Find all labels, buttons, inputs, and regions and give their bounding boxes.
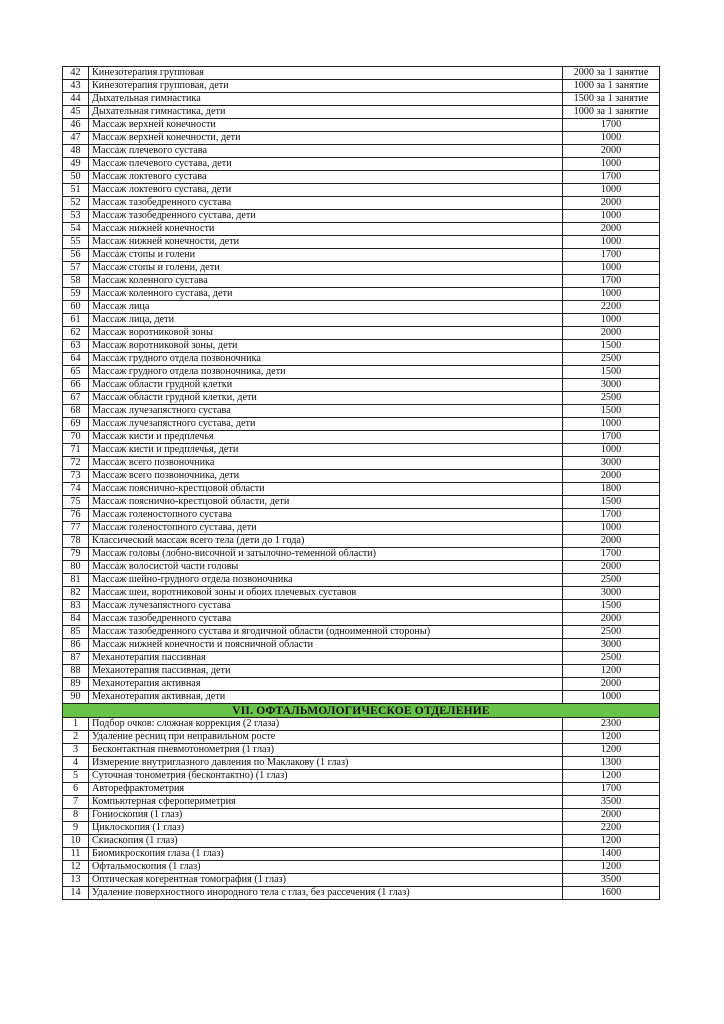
service-name: Офтальмоскопия (1 глаз) (89, 861, 563, 874)
table-row (63, 613, 660, 626)
service-price: 1500 (563, 496, 660, 509)
service-name: Массаж головы (лобно-височной и затылочно-теменной области) (89, 548, 563, 561)
service-price: 2500 (563, 353, 660, 366)
table-row (63, 809, 660, 822)
service-name: Кинезотерапия групповая, дети (89, 80, 563, 93)
table-row (63, 587, 660, 600)
service-name: Массаж тазобедренного сустава, дети (89, 210, 563, 223)
row-number: 59 (63, 288, 89, 301)
service-name: Массаж области грудной клетки, дети (89, 392, 563, 405)
service-price: 1000 (563, 691, 660, 704)
row-number: 70 (63, 431, 89, 444)
row-number: 1 (63, 718, 89, 731)
row-number: 66 (63, 379, 89, 392)
service-name: Массаж тазобедренного сустава и ягодичной области (одноименной стороны) (89, 626, 563, 639)
row-number: 88 (63, 665, 89, 678)
service-price: 1700 (563, 431, 660, 444)
service-price: 1000 (563, 522, 660, 535)
row-number: 44 (63, 93, 89, 106)
service-name: Массаж шейно-грудного отдела позвоночника (89, 574, 563, 587)
service-name: Массаж коленного сустава, дети (89, 288, 563, 301)
table-row (63, 418, 660, 431)
row-number: 53 (63, 210, 89, 223)
table-row (63, 757, 660, 770)
service-name: Массаж верхней конечности, дети (89, 132, 563, 145)
table-row (63, 665, 660, 678)
service-price: 1000 (563, 444, 660, 457)
row-number: 69 (63, 418, 89, 431)
row-number: 68 (63, 405, 89, 418)
row-number: 67 (63, 392, 89, 405)
service-price: 2200 (563, 822, 660, 835)
service-name: Массаж кисти и предплечья, дети (89, 444, 563, 457)
service-price: 2500 (563, 574, 660, 587)
row-number: 9 (63, 822, 89, 835)
service-price: 3500 (563, 874, 660, 887)
table-row (63, 353, 660, 366)
table-row (63, 262, 660, 275)
service-name: Массаж грудного отдела позвоночника (89, 353, 563, 366)
row-number: 87 (63, 652, 89, 665)
service-price: 2500 (563, 652, 660, 665)
service-price: 1200 (563, 861, 660, 874)
row-number: 10 (63, 835, 89, 848)
row-number: 90 (63, 691, 89, 704)
row-number: 74 (63, 483, 89, 496)
service-name: Массаж лучезапястного сустава (89, 600, 563, 613)
row-number: 84 (63, 613, 89, 626)
table-row (63, 744, 660, 757)
service-name: Механотерапия активная (89, 678, 563, 691)
row-number: 78 (63, 535, 89, 548)
table-row (63, 93, 660, 106)
row-number: 7 (63, 796, 89, 809)
table-row (63, 483, 660, 496)
service-price: 1000 за 1 занятие (563, 106, 660, 119)
service-name: Массаж нижней конечности и поясничной области (89, 639, 563, 652)
row-number: 82 (63, 587, 89, 600)
service-name: Массаж стопы и голени (89, 249, 563, 262)
table-row (63, 535, 660, 548)
service-name: Массаж стопы и голени, дети (89, 262, 563, 275)
price-table-body-massage (63, 67, 660, 704)
table-row (63, 236, 660, 249)
row-number: 3 (63, 744, 89, 757)
service-price: 1200 (563, 744, 660, 757)
table-row (63, 626, 660, 639)
service-name: Массаж нижней конечности, дети (89, 236, 563, 249)
service-name: Массаж тазобедренного сустава (89, 197, 563, 210)
table-row (63, 652, 660, 665)
service-price: 1700 (563, 548, 660, 561)
service-price: 1000 (563, 314, 660, 327)
row-number: 43 (63, 80, 89, 93)
service-price: 1000 (563, 210, 660, 223)
service-name: Механотерапия пассивная (89, 652, 563, 665)
table-row (63, 340, 660, 353)
table-row (63, 67, 660, 80)
service-name: Дыхательная гимнастика (89, 93, 563, 106)
row-number: 45 (63, 106, 89, 119)
service-price: 3000 (563, 457, 660, 470)
service-name: Подбор очков: сложная коррекция (2 глаза) (89, 718, 563, 731)
table-row (63, 210, 660, 223)
service-name: Компьютерная сферопериметрия (89, 796, 563, 809)
table-row (63, 379, 660, 392)
service-price: 2000 (563, 809, 660, 822)
service-price: 2000 за 1 занятие (563, 67, 660, 80)
service-price: 3000 (563, 639, 660, 652)
service-price: 1000 (563, 132, 660, 145)
service-name: Массаж лица, дети (89, 314, 563, 327)
table-row (63, 861, 660, 874)
row-number: 57 (63, 262, 89, 275)
price-table-body-ophthalmology (63, 718, 660, 900)
service-price: 1700 (563, 275, 660, 288)
service-name: Массаж воротниковой зоны, дети (89, 340, 563, 353)
service-price: 1500 (563, 340, 660, 353)
row-number: 79 (63, 548, 89, 561)
table-row (63, 275, 660, 288)
row-number: 60 (63, 301, 89, 314)
service-price: 2000 (563, 535, 660, 548)
service-name: Суточная тонометрия (бесконтактно) (1 глаз) (89, 770, 563, 783)
service-name: Гониоскопия (1 глаз) (89, 809, 563, 822)
table-row (63, 561, 660, 574)
table-row (63, 106, 660, 119)
service-price: 2300 (563, 718, 660, 731)
service-price: 2000 (563, 197, 660, 210)
row-number: 76 (63, 509, 89, 522)
table-row (63, 691, 660, 704)
table-row (63, 184, 660, 197)
service-price: 1200 (563, 835, 660, 848)
row-number: 50 (63, 171, 89, 184)
service-price: 1000 (563, 236, 660, 249)
service-price: 2200 (563, 301, 660, 314)
service-name: Классический массаж всего тела (дети до 1 года) (89, 535, 563, 548)
table-row (63, 718, 660, 731)
row-number: 51 (63, 184, 89, 197)
service-name: Массаж нижней конечности (89, 223, 563, 236)
service-price: 2500 (563, 392, 660, 405)
row-number: 63 (63, 340, 89, 353)
row-number: 48 (63, 145, 89, 158)
row-number: 73 (63, 470, 89, 483)
table-row (63, 887, 660, 900)
service-name: Массаж плечевого сустава (89, 145, 563, 158)
table-row (63, 288, 660, 301)
service-name: Бесконтактная пневмотонометрия (1 глаз) (89, 744, 563, 757)
service-price: 1000 (563, 184, 660, 197)
section-header-group (63, 704, 660, 718)
service-name: Кинезотерапия групповая (89, 67, 563, 80)
service-price: 1500 (563, 366, 660, 379)
service-name: Массаж волосистой части головы (89, 561, 563, 574)
row-number: 11 (63, 848, 89, 861)
service-price: 1500 за 1 занятие (563, 93, 660, 106)
row-number: 14 (63, 887, 89, 900)
service-price: 3000 (563, 587, 660, 600)
service-price: 1700 (563, 509, 660, 522)
row-number: 86 (63, 639, 89, 652)
service-price: 1200 (563, 770, 660, 783)
price-list-page (62, 66, 659, 900)
row-number: 54 (63, 223, 89, 236)
table-row (63, 496, 660, 509)
service-price: 1700 (563, 783, 660, 796)
service-name: Массаж пояснично-крестцовой области, дети (89, 496, 563, 509)
row-number: 12 (63, 861, 89, 874)
table-row (63, 574, 660, 587)
row-number: 80 (63, 561, 89, 574)
table-row (63, 223, 660, 236)
row-number: 61 (63, 314, 89, 327)
row-number: 81 (63, 574, 89, 587)
table-row (63, 457, 660, 470)
table-row (63, 145, 660, 158)
service-name: Механотерапия активная, дети (89, 691, 563, 704)
table-row (63, 548, 660, 561)
row-number: 85 (63, 626, 89, 639)
service-price: 2000 (563, 470, 660, 483)
row-number: 52 (63, 197, 89, 210)
row-number: 71 (63, 444, 89, 457)
service-name: Массаж всего позвоночника (89, 457, 563, 470)
row-number: 72 (63, 457, 89, 470)
table-row (63, 158, 660, 171)
service-price: 2000 (563, 223, 660, 236)
table-row (63, 249, 660, 262)
service-price: 1600 (563, 887, 660, 900)
row-number: 47 (63, 132, 89, 145)
service-price: 1000 (563, 418, 660, 431)
row-number: 64 (63, 353, 89, 366)
service-price: 2000 (563, 561, 660, 574)
service-name: Циклоскопия (1 глаз) (89, 822, 563, 835)
table-row (63, 132, 660, 145)
service-price: 1400 (563, 848, 660, 861)
service-name: Массаж плечевого сустава, дети (89, 158, 563, 171)
service-price: 1500 (563, 405, 660, 418)
row-number: 42 (63, 67, 89, 80)
service-name: Массаж лучезапястного сустава (89, 405, 563, 418)
row-number: 46 (63, 119, 89, 132)
service-price: 2000 (563, 678, 660, 691)
table-row (63, 314, 660, 327)
service-name: Массаж всего позвоночника, дети (89, 470, 563, 483)
table-row (63, 405, 660, 418)
row-number: 13 (63, 874, 89, 887)
service-price: 1000 за 1 занятие (563, 80, 660, 93)
table-row (63, 822, 660, 835)
service-name: Дыхательная гимнастика, дети (89, 106, 563, 119)
row-number: 49 (63, 158, 89, 171)
service-name: Измерение внутриглазного давления по Маклакову (1 глаз) (89, 757, 563, 770)
service-name: Удаление ресниц при неправильном росте (89, 731, 563, 744)
service-name: Массаж пояснично-крестцовой области (89, 483, 563, 496)
section-title: VII. ОФТАЛЬМОЛОГИЧЕСКОЕ ОТДЕЛЕНИЕ (63, 704, 660, 718)
table-row (63, 197, 660, 210)
service-price: 2000 (563, 613, 660, 626)
service-name: Массаж голеностопного сустава (89, 509, 563, 522)
service-name: Авторефрактометрия (89, 783, 563, 796)
service-name: Массаж коленного сустава (89, 275, 563, 288)
row-number: 6 (63, 783, 89, 796)
service-name: Массаж лучезапястного сустава, дети (89, 418, 563, 431)
table-row (63, 835, 660, 848)
row-number: 5 (63, 770, 89, 783)
row-number: 4 (63, 757, 89, 770)
service-price: 1700 (563, 171, 660, 184)
service-price: 1300 (563, 757, 660, 770)
row-number: 89 (63, 678, 89, 691)
service-name: Массаж верхней конечности (89, 119, 563, 132)
service-price: 1200 (563, 665, 660, 678)
service-name: Биомикроскопия глаза (1 глаз) (89, 848, 563, 861)
row-number: 55 (63, 236, 89, 249)
service-price: 2000 (563, 145, 660, 158)
table-row (63, 444, 660, 457)
service-price: 3500 (563, 796, 660, 809)
price-table (62, 66, 660, 900)
table-row (63, 366, 660, 379)
service-price: 1200 (563, 731, 660, 744)
table-row (63, 119, 660, 132)
row-number: 62 (63, 327, 89, 340)
table-row (63, 731, 660, 744)
service-name: Массаж области грудной клетки (89, 379, 563, 392)
table-row (63, 770, 660, 783)
service-price: 1000 (563, 158, 660, 171)
table-row (63, 301, 660, 314)
row-number: 65 (63, 366, 89, 379)
row-number: 83 (63, 600, 89, 613)
row-number: 8 (63, 809, 89, 822)
row-number: 58 (63, 275, 89, 288)
service-price: 1700 (563, 119, 660, 132)
service-price: 1000 (563, 262, 660, 275)
service-name: Массаж грудного отдела позвоночника, дети (89, 366, 563, 379)
service-price: 1000 (563, 288, 660, 301)
table-row (63, 509, 660, 522)
service-name: Массаж тазобедренного сустава (89, 613, 563, 626)
service-price: 3000 (563, 379, 660, 392)
service-name: Массаж кисти и предплечья (89, 431, 563, 444)
row-number: 2 (63, 731, 89, 744)
service-price: 1700 (563, 249, 660, 262)
table-row (63, 522, 660, 535)
service-name: Массаж голеностопного сустава, дети (89, 522, 563, 535)
service-name: Массаж локтевого сустава, дети (89, 184, 563, 197)
service-name: Массаж лица (89, 301, 563, 314)
row-number: 75 (63, 496, 89, 509)
service-price: 1500 (563, 600, 660, 613)
service-price: 2000 (563, 327, 660, 340)
service-name: Оптическая когерентная томография (1 глаз) (89, 874, 563, 887)
table-row (63, 470, 660, 483)
table-row (63, 80, 660, 93)
row-number: 77 (63, 522, 89, 535)
table-row (63, 678, 660, 691)
service-name: Массаж воротниковой зоны (89, 327, 563, 340)
table-row (63, 639, 660, 652)
service-price: 1800 (563, 483, 660, 496)
section-header-row (63, 704, 660, 718)
table-row (63, 431, 660, 444)
table-row (63, 327, 660, 340)
table-row (63, 783, 660, 796)
service-name: Скиаскопия (1 глаз) (89, 835, 563, 848)
table-row (63, 874, 660, 887)
table-row (63, 796, 660, 809)
table-row (63, 600, 660, 613)
service-price: 2500 (563, 626, 660, 639)
table-row (63, 171, 660, 184)
service-name: Удаление поверхностного инородного тела с глаз, без рассечения (1 глаз) (89, 887, 563, 900)
table-row (63, 848, 660, 861)
service-name: Механотерапия пассивная, дети (89, 665, 563, 678)
service-name: Массаж локтевого сустава (89, 171, 563, 184)
row-number: 56 (63, 249, 89, 262)
service-name: Массаж шеи, воротниковой зоны и обоих плечевых суставов (89, 587, 563, 600)
table-row (63, 392, 660, 405)
